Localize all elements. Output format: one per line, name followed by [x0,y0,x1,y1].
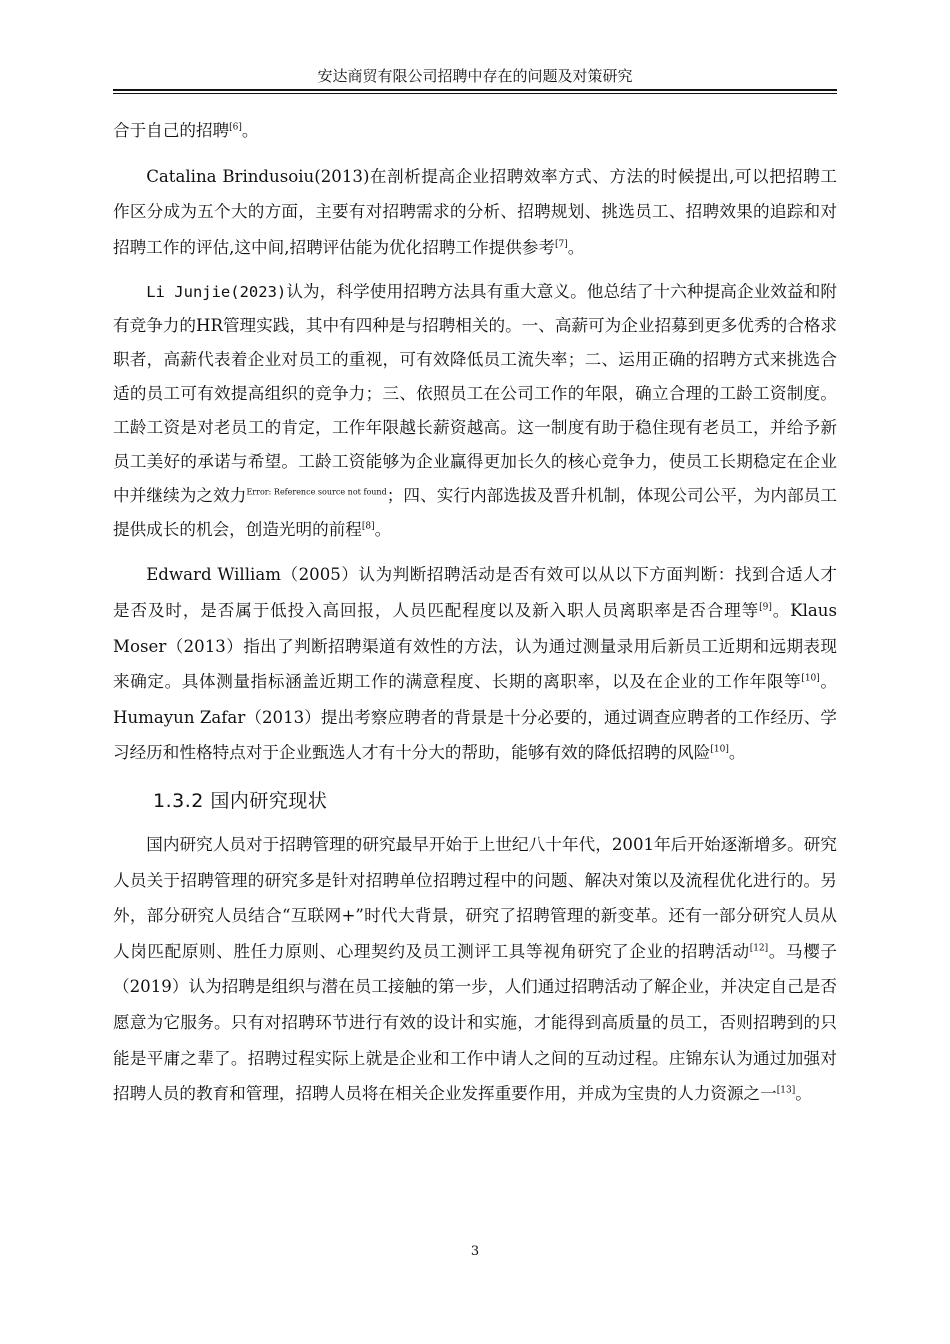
paragraph-continuation: 合于自己的招聘[6]。 [113,121,259,140]
header-rule-thin [113,93,837,94]
page-body [113,113,837,1122]
citation: [9] [759,602,772,613]
citation: [12] [749,943,769,954]
page-number: 3 [470,1244,480,1259]
citation: [6] [229,122,242,133]
header-rule-thick [113,89,837,91]
paragraph-brindusoiu: Catalina Brindusoiu(2013)在剖析提高企业招聘效率方式、方法的时候提出,可以把招聘工作区分成为五个大的方面，主要有对招聘需求的分析、招聘规划、挑选员工、招聘效果的追踪和对招聘工作的评估,这中间,招聘评估能为优化招聘工作提供参考[7]。 [113,166,837,257]
citation: [10] [801,673,820,684]
section-heading: 1.3.2 国内研究现状 [153,789,328,812]
citation: [10] [710,744,729,755]
page-header-title: 安达商贸有限公司招聘中存在的问题及对策研究 [317,67,633,85]
citation: [13] [776,1085,796,1096]
paragraph-edward-william: Edward William（2005）认为判断招聘活动是否有效可以从以下方面判断：找到合适人才是否及时，是否属于低投入高回报，人员匹配程度以及新入职人员离职率是否合理等[9]。Klaus Moser（2013）指出了判断招聘渠道有效性的方法，认为通过测量录用后新员工近期和远期表现来确定。具体测量指标涵盖近期工作的满意程度、长期的离职率，以及在企业的工作年限等[10]。Humayun Zafar（2013）提出考察应聘者的背景是十分必要的，通过调查应聘者的工作经历、学习经历和性格特点对于企业甄选人才有十分大的帮助，能够有效的降低招聘的风险[10]。 [113,565,838,763]
reference-error: Error: Reference source not found [246,487,387,497]
citation: [7] [555,239,568,250]
paragraph-li-junjie: Li Junjie(2023)认为，科学使用招聘方法具有重大意义。他总结了十六种提高企业效益和附有竞争力的HR管理实践，其中有四种是与招聘相关的。一、高薪可为企业招募到更多优秀的合格求职者，高薪代表着企业对员工的重视，可有效降低员工流失率；二、运用正确的招聘方式来挑选合适的员工可有效提高组织的竞争力；三、依照员工在公司工作的年限，确立合理的工龄工资制度。工龄工资是对老员工的肯定，工作年限越长薪资越高。这一制度有助于稳住现有老员工，并给予新员工美好的承诺与希望。工龄工资能够为企业赢得更加长久的核心竞争力，使员工长期稳定在企业中并继续为之效力$^{Error: Reference source not found}$；四、实行内部选拔及晋升机制，体现公司公平，为内部员工提供成长的机会，创造光明的前程[8]。 [113,282,838,540]
paragraph-domestic-research: 国内研究人员对于招聘管理的研究最早开始于上世纪八十年代，2001年后开始逐渐增多。研究人员关于招聘管理的研究多是针对招聘单位招聘过程中的问题、解决对策以及流程优化进行的。另外，部分研究人员结合“互联网+”时代大背景，研究了招聘管理的新变革。还有一部分研究人员从人岗匹配原则、胜任力原则、心理契约及员工测评工具等视角研究了企业的招聘活动[12]。马樱子（2019）认为招聘是组织与潜在员工接触的第一步，人们通过招聘活动了解企业，并决定自己是否愿意为它服务。只有对招聘环节进行有效的设计和实施，才能得到高质量的员工，否则招聘到的只能是平庸之辈了。招聘过程实际上就是企业和工作中请人之间的互动过程。庄锦东认为通过加强对招聘人员的教育和管理，招聘人员将在相关企业发挥重要作用，并成为宝贵的人力资源之一[13]。 [113,834,838,1104]
citation: [8] [361,521,375,532]
